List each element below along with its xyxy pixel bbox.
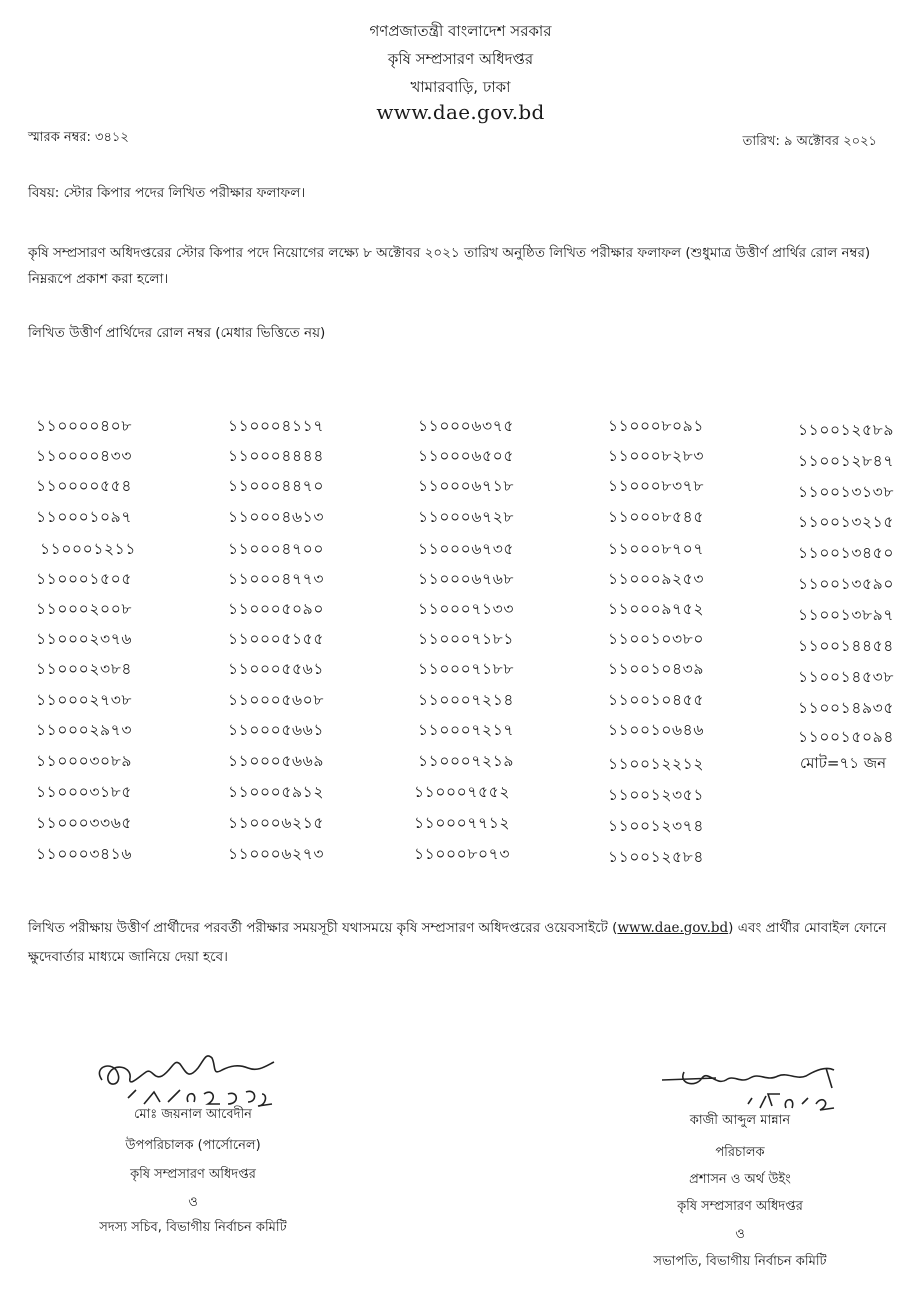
- roll-number: ১১০০০০৫৫৪: [36, 477, 133, 495]
- roll-number: ১১০০০৭২১৯: [418, 752, 515, 770]
- roll-number: ১১০০০৬৫০৫: [418, 447, 515, 465]
- roll-number: ১১০০১৪৪৫৪: [798, 637, 894, 655]
- roll-number: ১১০০০২৩৮৪: [36, 660, 133, 678]
- signatory-left-designation: উপপরিচালক (পার্সোনেল): [125, 1138, 261, 1153]
- header-location: খামারবাড়ি, ঢাকা: [410, 78, 511, 96]
- roll-number: ১১০০১৫০৯৪: [798, 728, 894, 746]
- roll-number: ১১০০০৩৩৬৫: [36, 814, 133, 832]
- roll-number: ১১০০০৭২১৭: [418, 721, 515, 739]
- signatory-right-name: কাজী আব্দুল মান্নান: [689, 1113, 791, 1128]
- signatory-left-conjunction: ও: [188, 1195, 198, 1210]
- signatory-right-designation: পরিচালক: [715, 1145, 765, 1160]
- roll-number: ১১০০০০৪৩৩: [36, 447, 133, 465]
- header-government: গণপ্রজাতন্ত্রী বাংলাদেশ সরকার: [369, 22, 552, 40]
- roll-number: ১১০০০৮২৮৩: [608, 447, 705, 465]
- signatory-left-name: মোঃ জয়নাল আবেদীন: [134, 1107, 252, 1122]
- document-date: তারিখ: ৯ অক্টোবর ২০২১: [742, 134, 877, 149]
- roll-number: ১১০০১৩২১৫: [798, 513, 895, 531]
- footer-text-before: লিখিত পরীক্ষায় উত্তীর্ণ প্রার্থীদের পরবর্তী পরীক্ষার সময়সূচী যথাসময়ে কৃষি সম্প্রসারণ অধিদপ্তরের ওয়েবসাইটে (: [28, 920, 618, 936]
- roll-number: ১১০০০১২১১: [40, 540, 137, 558]
- footer-paragraph: [28, 914, 898, 972]
- header-department: কৃষি সম্প্রসারণ অধিদপ্তর: [387, 50, 534, 68]
- roll-number: ১১০০০১৫০৫: [36, 570, 133, 588]
- roll-number: ১১০০০৮০৭৩: [414, 845, 511, 863]
- signatory-right-committee-role: সভাপতি, বিভাগীয় নির্বাচন কমিটি: [653, 1254, 827, 1269]
- roll-number: ১১০০১২৫৮৯: [798, 421, 894, 439]
- roll-number: ১১০০১০৪৫৫: [608, 691, 704, 709]
- memo-number: স্মারক নম্বর: ৩৪১২: [28, 130, 129, 145]
- roll-number: ১১০০০২৭৩৮: [36, 691, 133, 709]
- roll-number: ১১০০০৭১৩৩: [418, 600, 515, 618]
- roll-number: ১১০০০৬৭৩৫: [418, 540, 515, 558]
- roll-number: ১১০০১২৮৪৭: [798, 452, 895, 470]
- roll-number: ১১০০০৪৭৭৩: [228, 570, 325, 588]
- roll-number: ১১০০১২২১২: [608, 755, 705, 773]
- roll-number: ১১০০১২৩৫১: [608, 786, 705, 804]
- roll-number: ১১০০০৭৭১২: [414, 814, 511, 832]
- roll-number: ১১০০১৩৪৫০: [798, 544, 895, 562]
- signatory-right-conjunction: ও: [735, 1227, 745, 1242]
- roll-number: ১১০০০৬২৭৩: [228, 845, 325, 863]
- roll-number: ১১০০০৭২১৪: [418, 691, 515, 709]
- roll-number: ১১০০০২০০৮: [36, 600, 133, 618]
- subject-line: বিষয়: স্টোর কিপার পদের লিখিত পরীক্ষার ফলাফল।: [28, 185, 306, 201]
- roll-number: ১১০০০৭১৮৮: [418, 660, 515, 678]
- footer-text-after: ) এবং প্রার্থীর মোবাইল ফোনে ক্ষুদেবার্তার মাধ্যমে জানিয়ে দেয়া হবে।: [28, 920, 887, 965]
- roll-number: ১১০০০৯২৫৩: [608, 570, 705, 588]
- website-link[interactable]: www.dae.gov.bd: [617, 920, 729, 936]
- roll-number: ১১০০০৫৫৬১: [228, 660, 325, 678]
- roll-number: ১১০০০০৪০৮: [36, 417, 133, 435]
- header-website: www.dae.gov.bd: [376, 100, 545, 124]
- roll-number: ১১০০১২৫৮৪: [608, 848, 704, 866]
- roll-number: ১১০০০৮৫৪৫: [608, 508, 704, 526]
- roll-number: ১১০০০৫০৯০: [228, 600, 325, 618]
- signatory-left-committee-role: সদস্য সচিব, বিভাগীয় নির্বাচন কমিটি: [99, 1220, 287, 1235]
- roll-number: ১১০০০৬৭১৮: [418, 477, 515, 495]
- roll-number: ১১০০০৮৩৭৮: [608, 477, 705, 495]
- roll-number: ১১০০০৯৭৫২: [608, 600, 705, 618]
- total-count: মোট=৭১ জন: [800, 754, 887, 772]
- signatory-right-wing: প্রশাসন ও অর্থ উইং: [689, 1172, 791, 1187]
- roll-number: ১১০০০৪৪৪৪: [228, 447, 324, 465]
- roll-number: ১১০০০৩৪১৬: [36, 845, 133, 863]
- roll-number: ১১০০০২৯৭৩: [36, 721, 133, 739]
- roll-number: ১১০০০৪১১৭: [228, 417, 325, 435]
- roll-number: ১১০০০৪৬১৩: [228, 508, 325, 526]
- roll-number: ১১০০১০৬৪৬: [608, 721, 705, 739]
- roll-number: ১১০০০৬৭৬৮: [418, 570, 515, 588]
- roll-number: ১১০০০৭৫৫২: [414, 783, 511, 801]
- roll-number: ১১০০০৫১৫৫: [228, 630, 324, 648]
- roll-number: ১১০০১৪৯৩৫: [798, 699, 894, 717]
- roll-number: ১১০০১২৩৭৪: [608, 817, 705, 835]
- signatory-left-office: কৃষি সম্প্রসারণ অধিদপ্তর: [130, 1167, 256, 1182]
- roll-number: ১১০০০৫৬০৮: [228, 691, 325, 709]
- signatory-right-office: কৃষি সম্প্রসারণ অধিদপ্তর: [677, 1199, 803, 1214]
- roll-number: ১১০০১০৩৮০: [608, 630, 705, 648]
- roll-number: ১১০০০৪৪৭০: [228, 477, 325, 495]
- roll-number: ১১০০০৩০৮৯: [36, 752, 133, 770]
- roll-number: ১১০০০৮৭০৭: [608, 540, 705, 558]
- roll-number: ১১০০০৬৭২৮: [418, 508, 515, 526]
- roll-number: ১১০০১৩৮৯৭: [798, 606, 895, 624]
- signature-right: [656, 1064, 846, 1118]
- roll-number: ১১০০০৫৯১২: [228, 783, 325, 801]
- signature-left: [88, 1046, 288, 1112]
- roll-number: ১১০০০৪৭০০: [228, 540, 325, 558]
- roll-number: ১১০০১০৪৩৯: [608, 660, 705, 678]
- roll-number: ১১০০১৩১৩৮: [798, 483, 895, 501]
- roll-number: ১১০০১৪৫৩৮: [798, 668, 894, 686]
- roll-number: ১১০০০৫৬৬১: [228, 721, 325, 739]
- roll-number: ১১০০০৩১৮৫: [36, 783, 133, 801]
- roll-number: ১১০০০৭১৮১: [418, 630, 515, 648]
- roll-number: ১১০০০৬২১৫: [228, 814, 325, 832]
- roll-number: ১১০০১৩৫৯০: [798, 575, 895, 593]
- roll-number: ১১০০০১০৯৭: [36, 508, 133, 526]
- roll-number: ১১০০০৫৬৬৯: [228, 752, 325, 770]
- body-paragraph: কৃষি সম্প্রসারণ অধিদপ্তরের স্টোর কিপার পদে নিয়োগের লক্ষ্যে ৮ অক্টোবর ২০২১ তারিখ অনুষ্ঠিত লিখিত পরীক্ষার ফলাফল (শুধুমাত্র উত্তীর্ণ প্রার্থির রোল নম্বর) নিম্নরূপে প্রকাশ করা হলো।: [28, 245, 871, 287]
- roll-number: ১১০০০২৩৭৬: [36, 630, 133, 648]
- roll-list-heading: লিখিত উত্তীর্ণ প্রার্থিদের রোল নম্বর (মেধার ভিত্তিতে নয়): [28, 325, 326, 341]
- roll-number: ১১০০০৮০৯১: [608, 417, 705, 435]
- roll-number: ১১০০০৬৩৭৫: [418, 417, 515, 435]
